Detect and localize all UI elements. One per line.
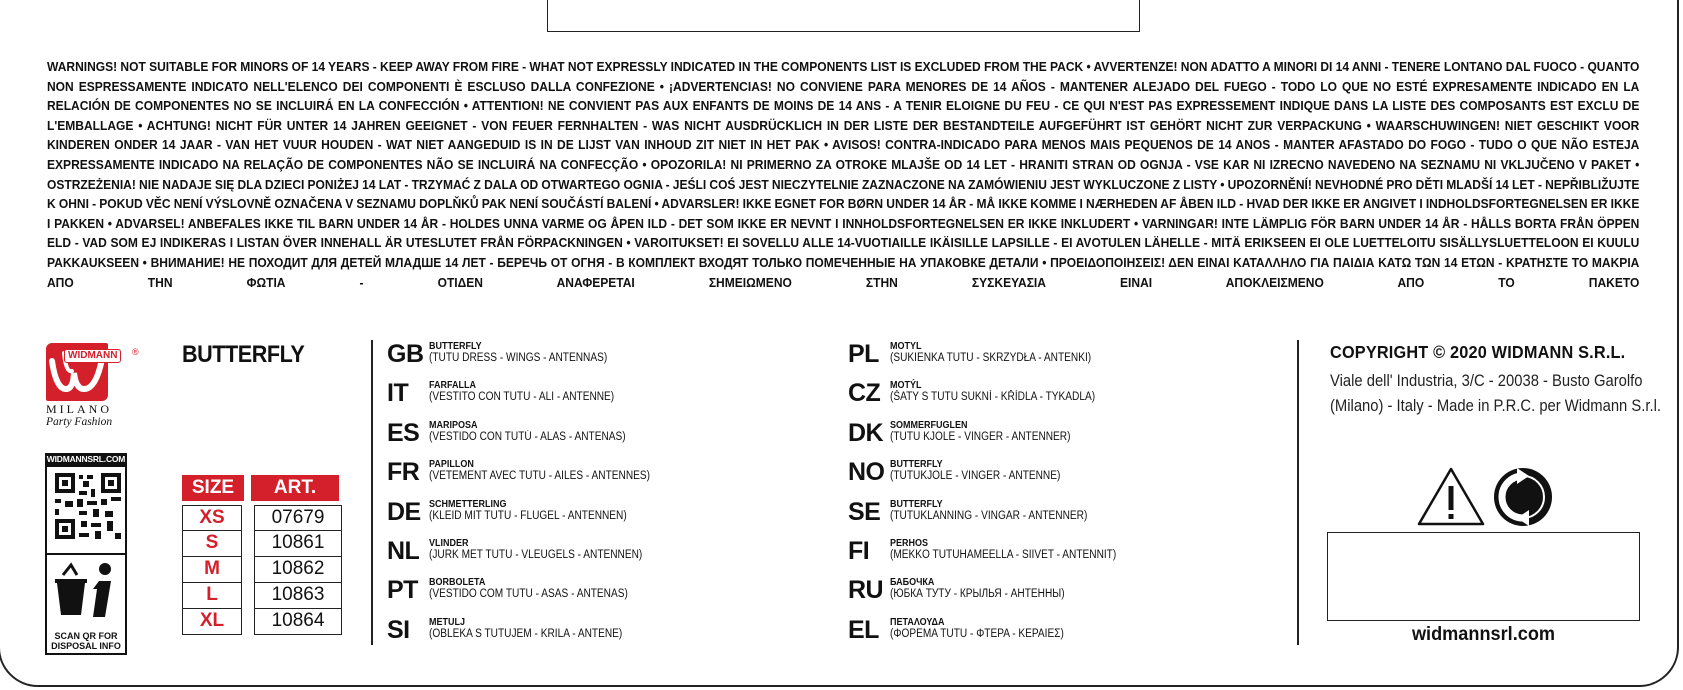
qr-code-icon[interactable]: [45, 465, 127, 555]
lang-name: METULJ: [429, 616, 465, 628]
lang-name: SOMMERFUGLEN: [890, 419, 968, 431]
top-blank-box: [547, 0, 1140, 32]
lang-code: ES: [387, 418, 420, 447]
lang-name: PERHOS: [890, 537, 929, 549]
website-link[interactable]: widmannsrl.com: [1411, 623, 1556, 645]
lang-desc: (VESTIDO CON TUTÚ - ALAS - ANTENAS): [429, 430, 626, 443]
article-cell: 07679: [254, 505, 342, 531]
lang-desc: (TUTUKLÄNNING - VINGAR - ANTENNER): [890, 509, 1088, 522]
disposal-caption: SCAN QR FOR DISPOSAL INFO: [51, 631, 121, 651]
size-cell: M: [182, 557, 242, 583]
lang-code: SE: [848, 497, 881, 526]
lang-desc: (TUTU KJOLE - VINGER - ANTENNER): [890, 430, 1071, 443]
lang-code: PL: [848, 340, 879, 368]
size-table-header: [182, 475, 342, 501]
address-line: Viale dell' Industria, 3/C - 20038 - Busto Garolfo: [1330, 371, 1643, 390]
disposal-bin-info-icon: [49, 559, 127, 629]
widmann-logo: [46, 343, 138, 429]
registered-mark: ®: [132, 347, 139, 357]
article-cell: 10862: [254, 557, 342, 583]
green-dot-recycle-icon: [1492, 466, 1554, 528]
article-cell: 10861: [254, 531, 342, 557]
lang-code: SI: [387, 615, 410, 644]
lang-code: NL: [387, 536, 420, 565]
lang-name: SCHMETTERLING: [429, 498, 507, 510]
lang-name: ΠΕΤΑΛΟΥΔΑ: [890, 616, 945, 628]
table-row: [182, 557, 342, 583]
lang-name: BUTTERFLY: [890, 498, 943, 510]
lang-desc: (OBLEKA S TUTUJEM - KRILA - ANTENE): [429, 627, 623, 640]
lang-desc: (VESTITO CON TUTU - ALI - ANTENNE): [429, 391, 615, 404]
table-row: [182, 505, 342, 531]
qr-site-label: WIDMANNSRL.COM: [46, 454, 126, 464]
size-article-table: [182, 475, 342, 635]
size-cell: XL: [182, 609, 242, 635]
lang-name: BUTTERFLY: [890, 459, 943, 471]
lang-desc: (ЮБКА ТУТУ - КРЫЛЬЯ - АНТЕННЫ): [890, 588, 1065, 601]
lot-code-box: [1327, 532, 1640, 621]
divider: [1297, 340, 1299, 645]
warning-triangle-icon: [1416, 466, 1486, 528]
lang-code: PT: [387, 576, 418, 605]
lang-desc: (KLEID MIT TUTU - FLÜGEL - ANTENNEN): [429, 509, 627, 522]
lang-code: DK: [848, 418, 884, 447]
company-address: [1330, 368, 1661, 418]
safety-warnings-text: WARNINGS! NOT SUITABLE FOR MINORS OF 14 YEARS - KEEP AWAY FROM FIRE - WHAT NOT EXPRESSLY INDICATED IN THE COMPONENTS LIST IS EXCLUDED FROM THE PACK • AVVERTENZE! NON ADATTO A MINORI DI 14 ANNI - TENERE LONTANO DAL FUOCO - QUANTO NON ESPRESSAMENTE INDICATO NELL'ELENCO DEI COMPONENTI È ESCLUSO DALLA CONFEZIONE • ¡ADVERTENCIAS! NO CONVIENE PARA MENORES DE 14 AÑOS - MANTENER ALEJADO DEL FUEGO - TODO LO QUE NO ESTÉ EXPRESAMENTE INDICADO EN LA RELACIÓN DE COMPONENTES NO SE INCLUIRÁ EN LA CONFECCIÓN • ATTENTION! NE CONVIENT PAS AUX ENFANTS DE MOINS DE 14 ANS - A TENIR ELOIGNE DU FEU - CE QUI N'EST PAS EXPRESSEMENT INDIQUE DANS LA LISTE DES COMPOSANTS EST EXCLU DE L'EMBALLAGE • ACHTUNG! NICHT FÜR UNTER 14 JAHREN GEEIGNET - VON FEUER FERNHALTEN - WAS NICHT AUSDRÜCKLICH IN DER LISTE DER BESTANDTEILE AUFGEFÜHRT IST GEHÖRT NICHT ZUR VERPACKUNG • WAARSCHUWINGEN! NIET GESCHIKT VOOR KINDEREN ONDER 14 JAAR - VAN HET VUUR HOUDEN - WAT NIET AANGEDUID IS IN DE LIJST VAN INHOUD ZIT NIET IN HET PAK • AVISOS! CONTRA-INDICADO PARA MENOS MAIS PEQUENOS DE 14 ANOS - MANTER AFASTADO DO FOGO - TUDO O QUE NÃO ESTEJA EXPRESSAMENTE INDICADO NA RELAÇÃO DE COMPONENTES NÃO SE INCLUIRÁ NA CONFECÇÃO • OPOZORILA! NI PRIMERNO ZA OTROKE MLAJŠE OD 14 LET - HRANITI STRAN OD OGNJA - VSE KAR NI IZRECNO NAVEDENO NA SEZNAMU NI VKLJUČENO V PAKET • OSTRZEŻENIA! NIE NADAJE SIĘ DLA DZIECI PONIŻEJ 14 LAT - TRZYMAĆ Z DALA OD OTWARTEGO OGNIA - JEŚLI COŚ JEST NIECZYTELNIE ZAZNACZONE NA ZAMÓWIENIU JEST WYKLUCZONE Z LISTY • UPOZORNĚNÍ! NEVHODNÉ PRO DĚTI MLADŠÍ 14 LET - NEPŘIBLIŽUJTE K OHNI - POKUD VĚC NENÍ VÝSLOVNĚ OZNAČENA V SEZNAMU DOPLŇKŮ PAK NENÍ SOUČÁSTÍ BALENÍ • ADVARSLER! IKKE EGNET FOR BØRN UNDER 14 ÅR - MÅ IKKE KOMME I NÆRHEDEN AF ÅBEN ILD - HVAD DER IKKE ER ANGIVET I INDHOLDSFORTEGNELSEN ER IKKE I PAKKEN • ADVARSEL! ANBEFALES IKKE TIL BARN UNDER 14 ÅR - HOLDES UNNA VARME OG ÅPEN ILD - DET SOM IKKE ER NEVNT I INNHOLDSFORTEGNELSEN ER IKKE INKLUDERT • VARNINGAR! INTE LÄMPLIG FÖR BARN UNDER 14 ÅR - HÅLLS BORTA FRÅN ÖPPEN ELD - VAD SOM EJ INDIKERAS I LISTAN ÖVER INNEHALL ÄR UTESLUTET FRÅN FÖRPACKNINGEN • VAROITUKSET! EI SOVELLU ALLE 14-VUOTIAILLE IKÄISILLE LAPSILLE - EI AVOTULEN LÄHELLE - MITÄ ERIKSEEN EI OLE LUETTELOITU SISÄLLYSLUETTELOON EI KUULU PAKKAUKSEEN • ВНИМАНИЕ! НЕ ПОХОДИТ ДЛЯ ДЕТЕЙ МЛАДШЕ 14 ЛЕТ - БЕРЕЧЬ ОТ ОГНЯ - В КОМПЛЕКТ ВХОДЯТ ТОЛЬКО ПОМЕЧЕННЫЕ НА УПАКОВКЕ ДЕТАЛИ • ΠΡΟΕΙΔΟΠΟΙΗΣΕΙΣ! ΔΕΝ ΕΙΝΑΙ ΚΑΤΑΛΛΗΛΟ ΓΙΑ ΠΑΙΔΙΑ ΚΑΤΩ ΤΩΝ 14 ΕΤΩΝ - ΚΡΑΤΗΣΤΕ ΤΟ ΜΑΚΡΙΑ ΑΠΟ ΤΗΝ ΦΩΤΙΑ - ΟΤΙΔΕΝ ΑΝΑΦΕΡΕΤΑΙ ΣΗΜΕΙΩΜΕΝΟ ΣΤΗΝ ΣΥΣΚΕΥΑΣΙΑ ΕΙΝΑΙ ΑΠΟΚΛΕΙΣΜΕΝΟ ΑΠΟ ΤΟ ΠΑΚΕΤΟ: [47, 59, 1640, 290]
lang-code: FR: [387, 458, 420, 487]
article-cell: 10864: [254, 609, 342, 635]
lang-name: БАБОЧКА: [890, 577, 935, 589]
lang-name: FARFALLA: [429, 380, 476, 392]
lang-desc: (VESTIDO COM TUTU - ASAS - ANTENAS): [429, 588, 628, 601]
table-row: [182, 609, 342, 635]
lang-code: NO: [848, 458, 885, 487]
size-cell: XS: [182, 505, 242, 531]
size-header: SIZE: [182, 475, 244, 501]
lang-name: VLINDER: [429, 537, 469, 549]
lang-code: FI: [848, 536, 870, 565]
lang-desc: (TUTUKJOLE - VINGER - ANTENNE): [890, 470, 1061, 483]
size-cell: L: [182, 583, 242, 609]
size-rows: [182, 505, 342, 635]
lang-name: MARIPOSA: [429, 419, 478, 431]
size-cell: S: [182, 531, 242, 557]
lang-desc: (SUKIENKA TUTU - SKRZYDŁA - ANTENKI): [890, 352, 1092, 364]
lang-code: CZ: [848, 379, 881, 408]
address-line: (Milano) - Italy - Made in P.R.C. per Widmann S.r.l.: [1330, 396, 1661, 415]
lang-desc: (MEKKO TUTUHAMEELLA - SIIVET - ANTENNIT): [890, 548, 1117, 561]
article-cell: 10863: [254, 583, 342, 609]
article-header: ART.: [251, 475, 339, 501]
lang-name: BUTTERFLY: [429, 341, 482, 352]
lang-code: IT: [387, 379, 409, 408]
divider: [371, 340, 373, 645]
lang-code: RU: [848, 576, 884, 605]
lang-desc: (TUTU DRESS - WINGS - ANTENNAS): [429, 352, 608, 364]
lang-name: MOTÝL: [890, 380, 922, 392]
logo-tagline: Party Fashion: [46, 416, 113, 428]
logo-city: MILANO: [46, 402, 112, 416]
qr-disposal-block: [45, 453, 127, 651]
lang-name: BORBOLETA: [429, 577, 486, 589]
lang-name: PAPILLON: [429, 459, 474, 471]
lang-code: DE: [387, 497, 421, 526]
lang-desc: (VETEMENT AVEC TUTU - AILES - ANTENNES): [429, 470, 651, 483]
lang-desc: (ŠATY S TUTU SUKNÍ - KŘÍDLA - TYKADLA): [890, 391, 1096, 404]
lang-name: MOTYL: [890, 341, 922, 352]
lang-code: EL: [848, 615, 879, 644]
lang-desc: (ΦΟΡΕΜΑ TUTU - ΦΤΕΡΑ - ΚΕΡΑΙΕΣ): [890, 627, 1064, 640]
copyright-notice: COPYRIGHT © 2020 WIDMANN S.R.L.: [1330, 342, 1626, 362]
table-row: [182, 531, 342, 557]
disposal-info-panel: [45, 555, 127, 655]
lang-code: GB: [387, 340, 424, 368]
brand-name: WIDMANN: [64, 349, 121, 363]
widmann-w-mark-icon: [46, 343, 139, 401]
product-title: BUTTERFLY: [182, 341, 305, 368]
table-row: [182, 583, 342, 609]
lang-desc: (JURK MET TUTU - VLEUGELS - ANTENNEN): [429, 548, 643, 561]
